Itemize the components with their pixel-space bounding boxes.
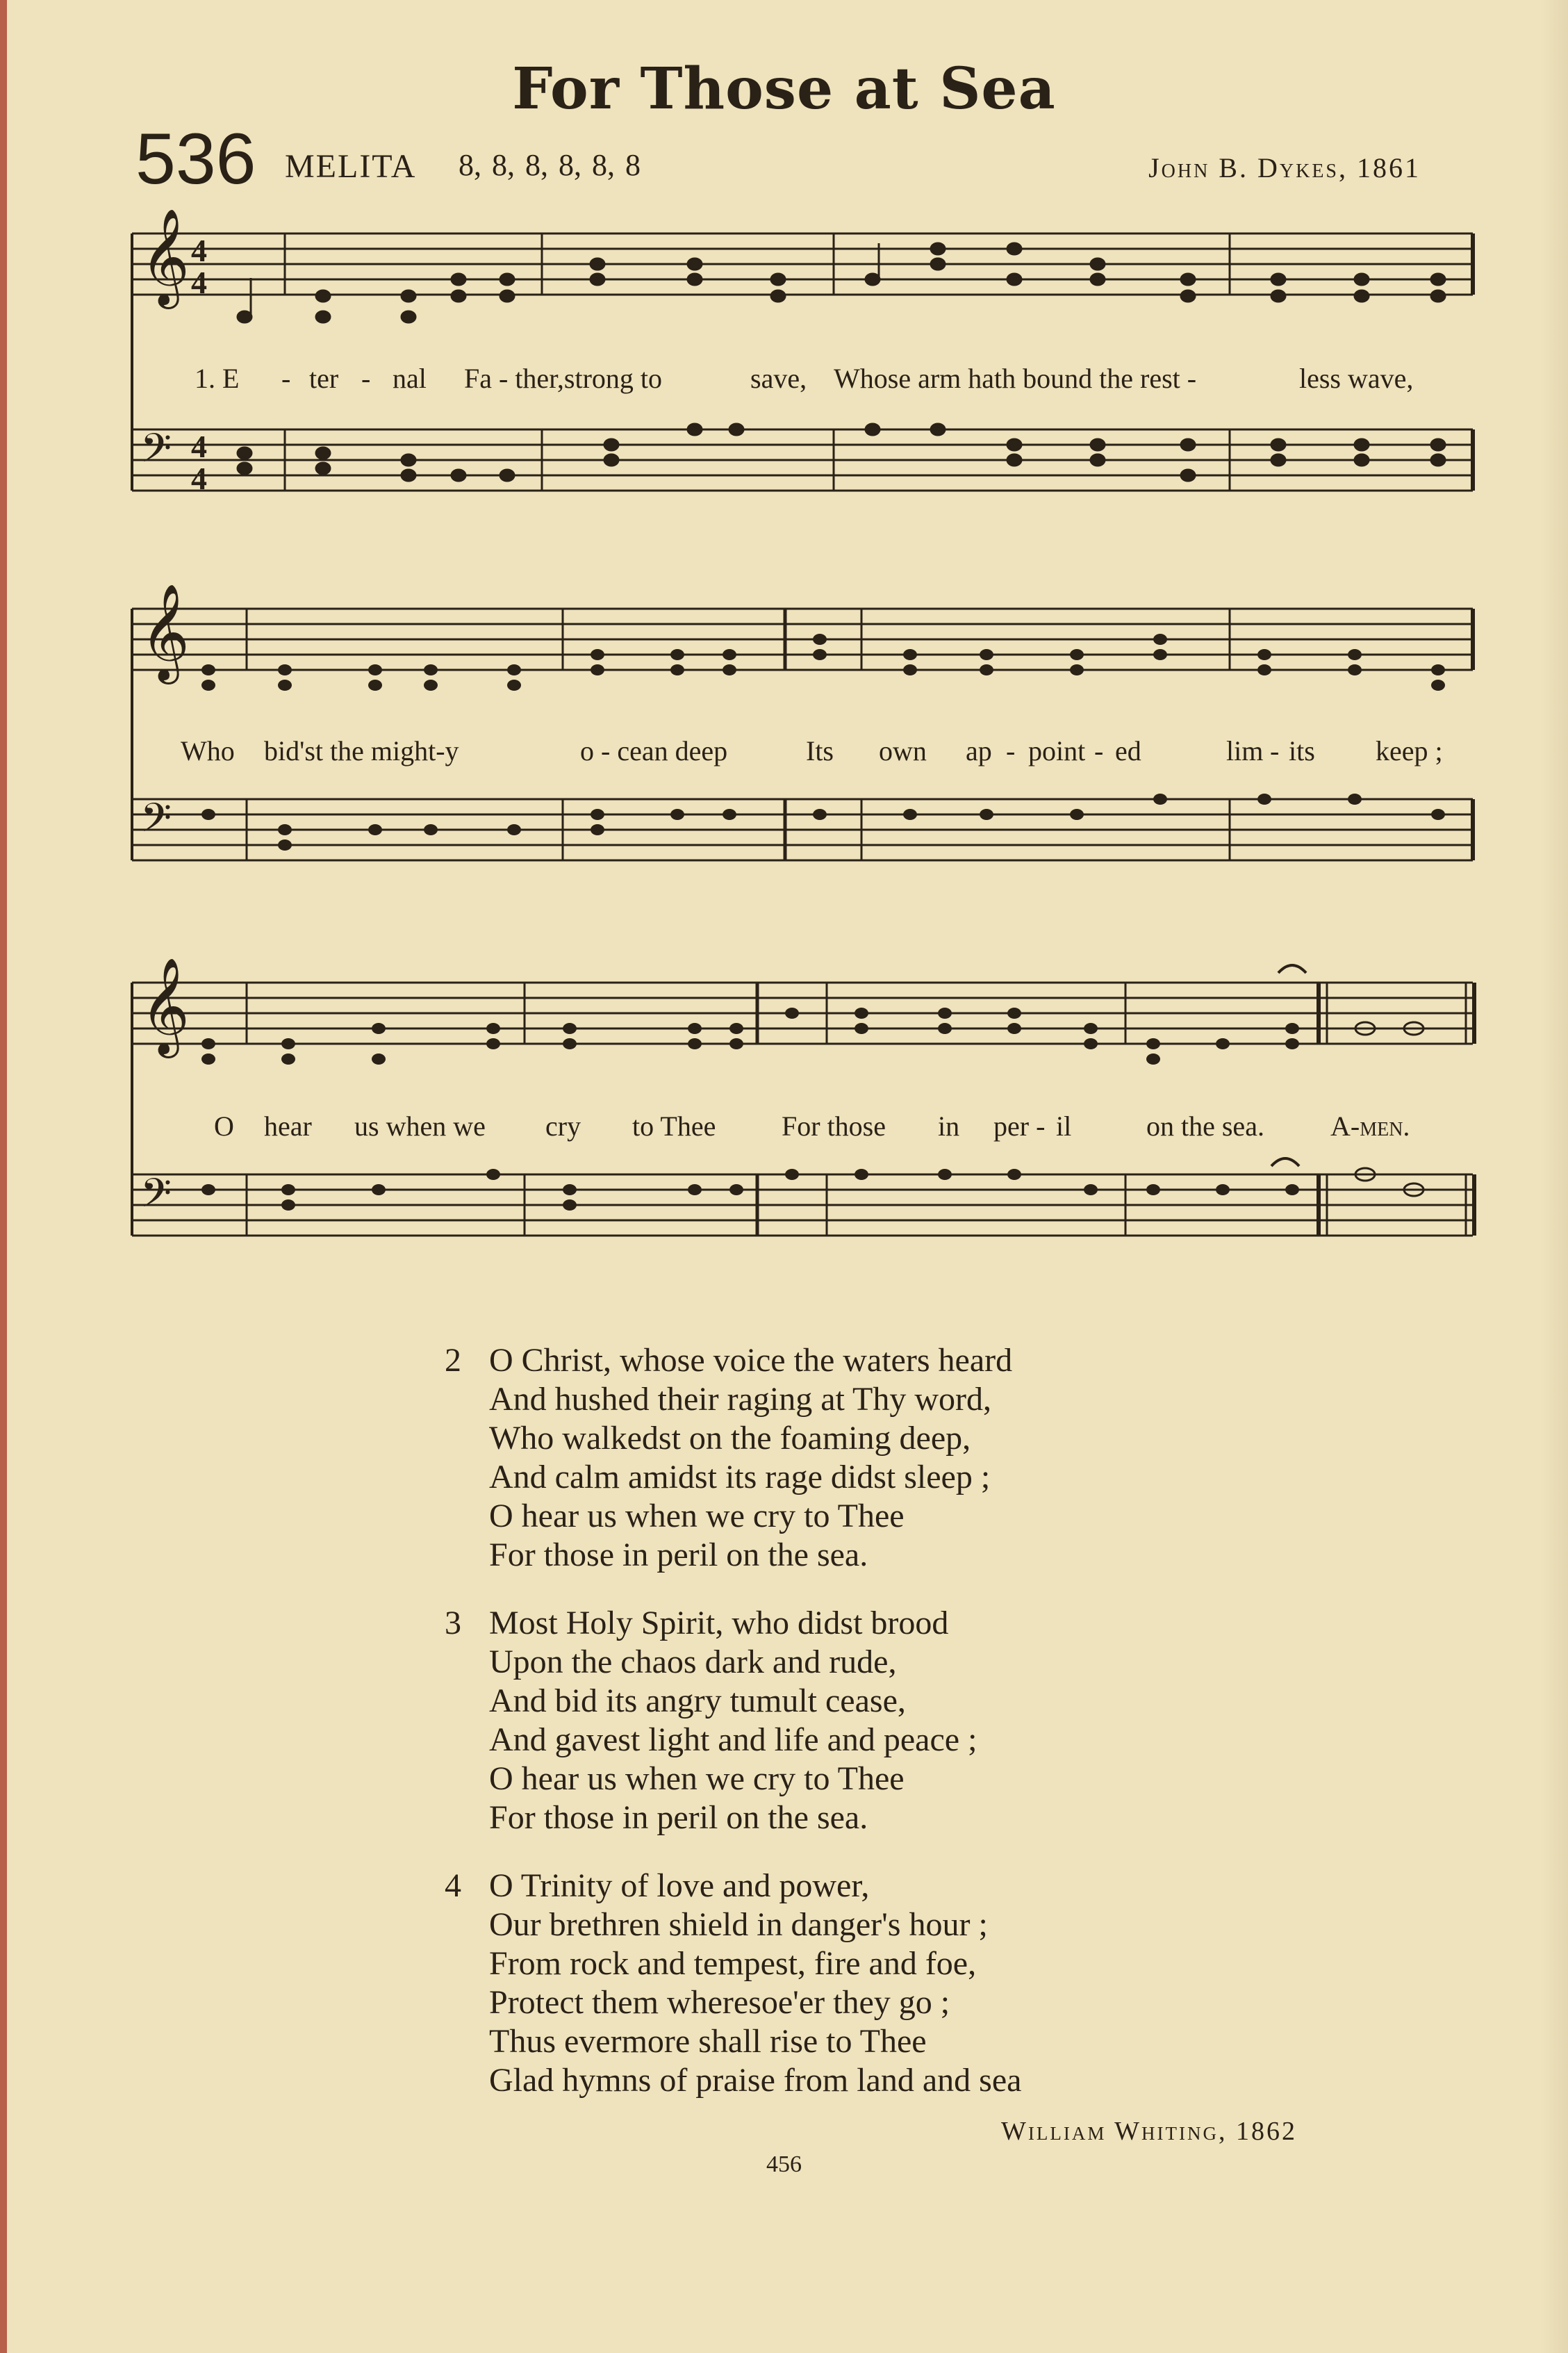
page-binding-edge (0, 0, 7, 2353)
svg-text:Its: Its (806, 735, 834, 766)
treble-clef-icon: 𝄞 (140, 211, 190, 303)
page-shade (1540, 0, 1568, 2353)
verse-line: And hushed their raging at Thy word, (489, 1381, 991, 1418)
verse-line: For those in peril on the sea. (489, 1536, 868, 1573)
verse-line: From rock and tempest, fire and foe, (489, 1945, 977, 1982)
svg-text:For those: For those (782, 1110, 886, 1142)
lyrics-1 (195, 363, 1413, 394)
lyrics-2 (181, 735, 1443, 766)
svg-text:on the sea.: on the sea. (1146, 1110, 1264, 1142)
verse-line: For those in peril on the sea. (489, 1799, 868, 1836)
svg-text:Who: Who (181, 735, 235, 766)
verse-3 (445, 1604, 1021, 1837)
treble-clef-icon: 𝄞 (140, 960, 190, 1052)
svg-text:point: point (1028, 735, 1086, 766)
svg-text:-: - (1270, 735, 1280, 766)
verse-2 (445, 1341, 1021, 1575)
svg-text:Fa - ther,strong to: Fa - ther,strong to (464, 363, 663, 394)
svg-text:us when we: us when we (354, 1110, 486, 1142)
svg-text:-: - (281, 363, 291, 394)
svg-text:save,: save, (750, 363, 807, 394)
svg-text:4: 4 (191, 461, 207, 496)
verse-line: And calm amidst its rage didst sleep ; (489, 1459, 991, 1495)
svg-text:-: - (1006, 735, 1016, 766)
verse-line: Protect them wheresoe'er they go ; (489, 1984, 950, 2021)
svg-text:O: O (214, 1110, 234, 1142)
svg-text:nal: nal (393, 363, 427, 394)
svg-text:1. E: 1. E (195, 363, 240, 394)
barlines-2 (247, 609, 1473, 860)
verse-line: And bid its angry tumult cease, (489, 1682, 906, 1719)
svg-text:hear: hear (264, 1110, 312, 1142)
svg-text:cry: cry (545, 1110, 581, 1142)
svg-text:ap: ap (966, 735, 992, 766)
system-3 (132, 959, 1474, 1236)
verse-line: And gavest light and life and peace ; (489, 1721, 977, 1758)
svg-text:less wave,: less wave, (1299, 363, 1414, 394)
svg-text:per -: per - (993, 1110, 1046, 1142)
treble-clef-icon: 𝄞 (140, 586, 190, 678)
notes-3 (201, 1008, 1423, 1211)
page-number: 456 (766, 2151, 802, 2177)
bass-clef-icon: 𝄢 (140, 427, 172, 481)
verse-line: Thus evermore shall rise to Thee (489, 2023, 927, 2060)
verse-line: Who walkedst on the foaming deep, (489, 1420, 971, 1457)
hymn-title: For Those at Sea (512, 56, 1056, 122)
svg-text:ter: ter (309, 363, 339, 394)
svg-text:4: 4 (191, 429, 207, 464)
meter: 8, 8, 8, 8, 8, 8 (459, 148, 641, 182)
svg-text:A-men.: A-men. (1330, 1110, 1410, 1142)
verse-line: O hear us when we cry to Thee (489, 1498, 905, 1534)
treble-staff-1 (132, 233, 1473, 295)
svg-text:il: il (1056, 1110, 1072, 1142)
fermata-icon (1278, 965, 1306, 973)
bass-staff-2 (132, 799, 1473, 860)
svg-text:lim: lim (1226, 735, 1264, 766)
fermata-icon (1271, 1158, 1299, 1166)
author-credit: William Whiting, 1862 (1001, 2117, 1297, 2146)
verse-number: 2 (445, 1342, 461, 1379)
svg-text:its: its (1289, 735, 1315, 766)
svg-text:Whose arm hath bound the rest: Whose arm hath bound the rest - (834, 363, 1197, 394)
verse-line: Our brethren shield in danger's hour ; (489, 1906, 988, 1943)
bass-clef-icon: 𝄢 (140, 797, 172, 851)
system-1 (132, 210, 1473, 496)
verse-line: Glad hymns of praise from land and sea (489, 2062, 1022, 2099)
barlines-3 (247, 983, 1474, 1236)
svg-text:ed: ed (1115, 735, 1141, 766)
bass-clef-icon: 𝄢 (140, 1172, 172, 1226)
tune-name: MELITA (285, 148, 417, 185)
music-score (125, 208, 1487, 1320)
composer-credit: John B. Dykes, 1861 (1148, 152, 1421, 183)
svg-text:-: - (1094, 735, 1104, 766)
verse-4 (445, 1867, 1021, 2100)
system-2 (132, 585, 1473, 860)
svg-text:4: 4 (191, 233, 207, 268)
verse-line: Most Holy Spirit, who didst brood (489, 1605, 949, 1641)
bass-staff-3 (132, 1174, 1473, 1236)
hymn-number: 536 (135, 119, 256, 199)
treble-staff-3 (132, 983, 1473, 1044)
verses (445, 1341, 1021, 2129)
svg-text:to Thee: to Thee (632, 1110, 716, 1142)
verse-line: O Christ, whose voice the waters heard (489, 1342, 1013, 1379)
svg-text:-: - (361, 363, 371, 394)
svg-text:o - cean deep: o - cean deep (580, 735, 728, 766)
treble-staff-2 (132, 609, 1473, 670)
verse-line: O hear us when we cry to Thee (489, 1760, 905, 1797)
lyrics-3 (214, 1110, 1410, 1142)
svg-text:bid'st the might-y: bid'st the might-y (264, 735, 459, 766)
svg-text:4: 4 (191, 265, 207, 300)
svg-text:keep ;: keep ; (1376, 735, 1443, 766)
verse-number: 4 (445, 1867, 461, 1904)
svg-text:in: in (938, 1110, 960, 1142)
verse-number: 3 (445, 1605, 461, 1641)
svg-text:own: own (879, 735, 927, 766)
verse-line: O Trinity of love and power, (489, 1867, 870, 1904)
verse-line: Upon the chaos dark and rude, (489, 1643, 897, 1680)
